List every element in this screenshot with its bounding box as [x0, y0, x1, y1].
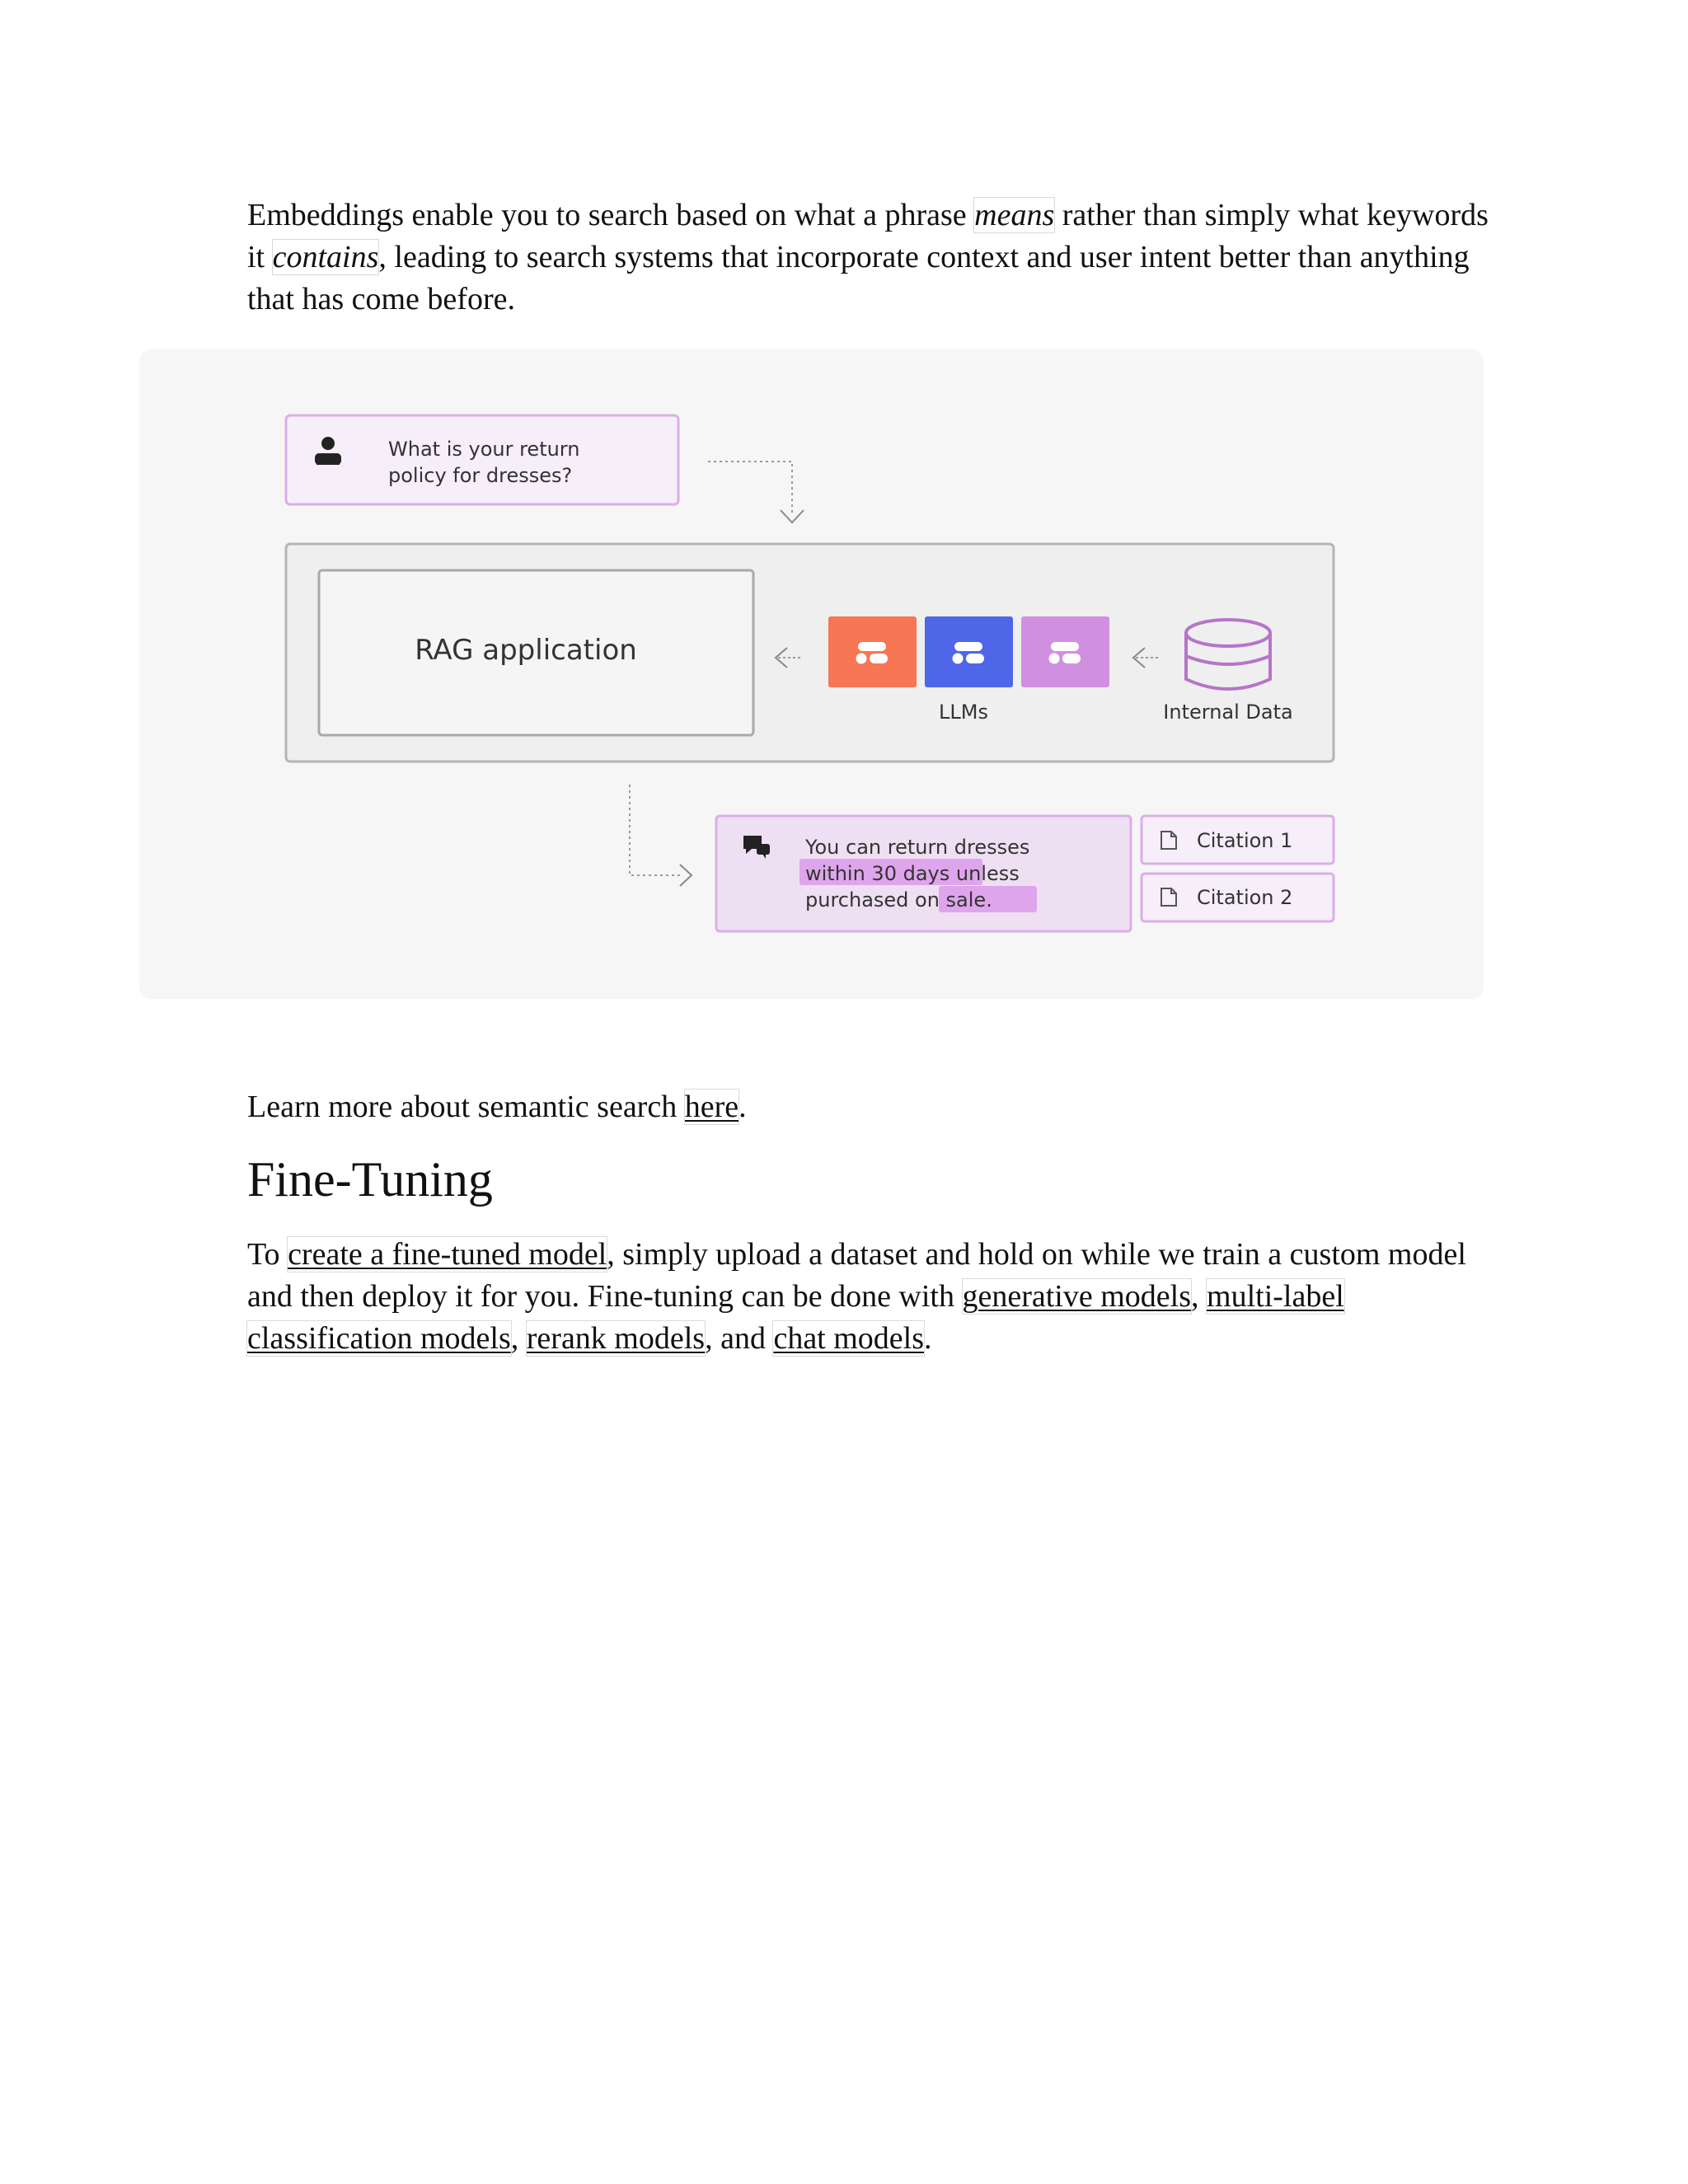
query-arrow-line: [708, 462, 792, 514]
fine-tuning-text-5: , and: [705, 1321, 774, 1356]
answer-line3: [805, 888, 992, 912]
rag-application-label: RAG application: [415, 634, 637, 667]
fine-tuning-text-2: , simply upload a dataset and hold on while we train a custom model and then deploy it for you. Fine-tuning can be done with: [247, 1237, 1466, 1314]
multi-label-classification-models-link[interactable]: multi-label classification models: [247, 1279, 1344, 1356]
intro-emphasis-means: means: [974, 198, 1055, 232]
llm-tile-orange: [828, 616, 917, 687]
citation-1-label: Citation 1: [1197, 829, 1293, 852]
fine-tuning-text-3: ,: [1191, 1279, 1207, 1314]
answer-highlight-1: within 30 days: [805, 862, 950, 885]
llms-label: LLMs: [939, 701, 988, 724]
fine-tuning-text-6: .: [924, 1321, 932, 1356]
rag-diagram-figure: [139, 349, 1484, 999]
intro-paragraph: [247, 194, 1492, 321]
answer-arrow-line: [630, 785, 683, 875]
answer-line2: [805, 862, 1020, 885]
answer-line3-start: purchased: [805, 888, 916, 912]
query-text-line2: policy for dresses?: [388, 464, 573, 487]
fine-tuning-heading: Fine-Tuning: [247, 1152, 493, 1207]
llm-tile-purple: [1021, 616, 1109, 687]
answer-highlight-2: on sale.: [915, 888, 992, 912]
answer-line2-rest: unless: [950, 862, 1020, 885]
answer-arrow-head: [680, 865, 692, 886]
semantic-search-link[interactable]: here: [684, 1090, 739, 1124]
fine-tuning-paragraph: [247, 1234, 1492, 1360]
generative-models-link[interactable]: generative models: [962, 1279, 1192, 1314]
fine-tuning-text-1: To: [247, 1237, 288, 1272]
answer-line1: You can return dresses: [805, 836, 1030, 859]
create-fine-tuned-model-link[interactable]: create a fine-tuned model: [288, 1237, 607, 1272]
learn-more-end: .: [738, 1090, 747, 1124]
learn-more-paragraph: [247, 1086, 1492, 1128]
learn-more-text: Learn more about semantic search: [247, 1090, 685, 1124]
internal-data-label: Internal Data: [1163, 701, 1293, 724]
rerank-models-link[interactable]: rerank models: [526, 1321, 706, 1356]
query-text-line1: What is your return: [388, 438, 580, 461]
fine-tuning-text-4: ,: [510, 1321, 527, 1356]
rag-diagram: [139, 349, 1484, 999]
llm-tile-blue: [925, 616, 1013, 687]
chat-models-link[interactable]: chat models: [773, 1321, 925, 1356]
intro-emphasis-contains: contains: [272, 240, 379, 274]
intro-text-2: rather than simply what keywords it: [247, 198, 1489, 274]
intro-text-3: , leading to search systems that incorporate context and user intent better than anything that has come before.: [247, 240, 1470, 316]
citation-2-label: Citation 2: [1197, 886, 1293, 909]
intro-text-1: Embeddings enable you to search based on what a phrase: [247, 198, 975, 232]
